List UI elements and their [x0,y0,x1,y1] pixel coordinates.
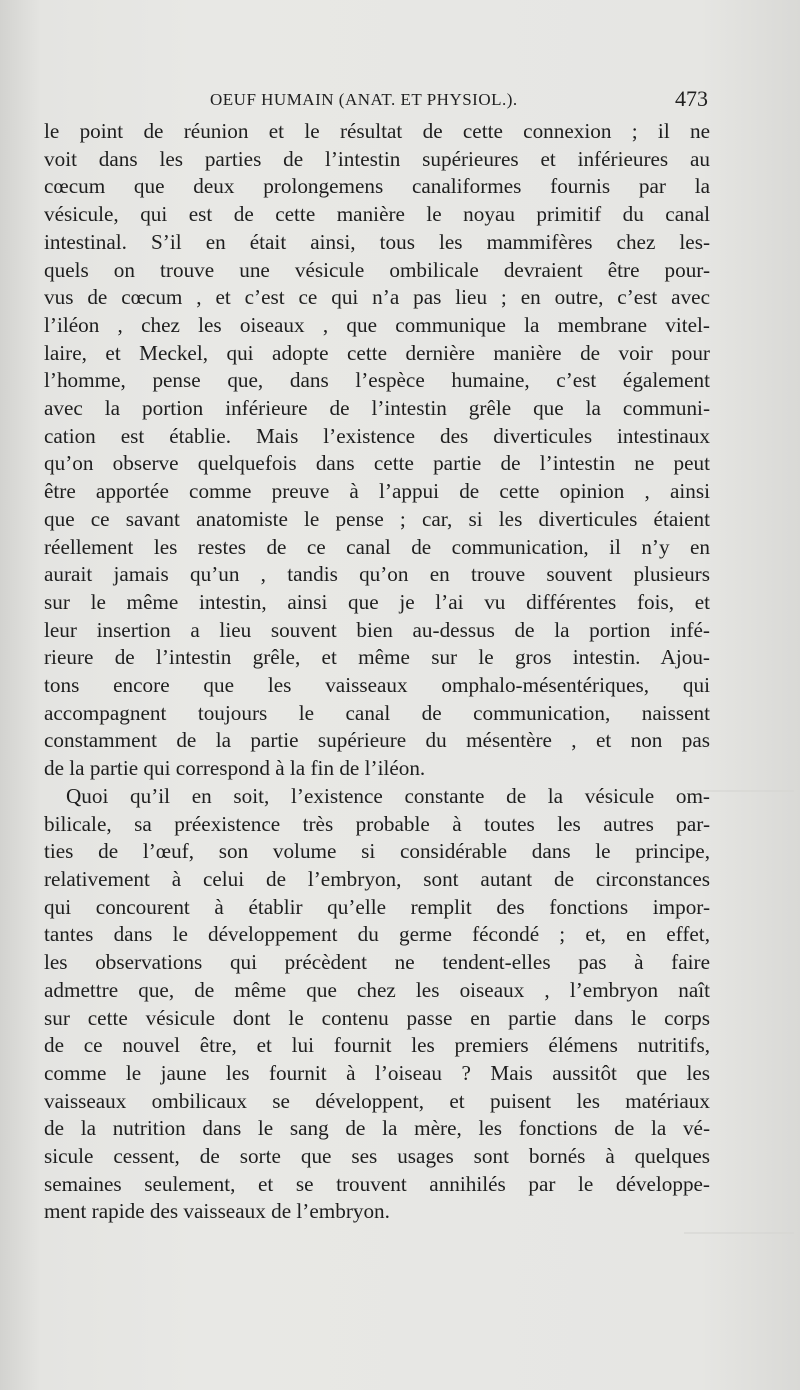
text-line: l’iléon , chez les oiseaux , que communique la membrane vitel- [44,312,710,337]
text-line: laire, et Meckel, qui adopte cette dernière manière de voir pour [44,340,710,365]
text-line: avec la portion inférieure de l’intestin grêle que la communi- [44,396,710,421]
text-line: qui concourent à établir qu’elle remplit des fonctions impor- [44,894,710,919]
text-line: sur cette vésicule dont le contenu passe en partie dans le corps [44,1005,710,1030]
text-line: aurait jamais qu’un , tandis qu’on en trouve souvent plusieurs [44,562,710,587]
text-line: de la partie qui correspond à la fin de l’iléon. [44,756,426,781]
text-line: intestinal. S’il en était ainsi, tous les mammifères chez les- [44,229,710,254]
text-line: vaisseaux ombilicaux se développent, et puisent les matériaux [44,1088,710,1113]
text-line: semaines seulement, et se trouvent annihilés par le développe- [44,1171,710,1196]
text-line: de ce nouvel être, et lui fournit les premiers élémens nutritifs, [44,1033,710,1058]
text-line: vésicule, qui est de cette manière le noyau primitif du canal [44,202,710,227]
text-line: sicule cessent, de sorte que ses usages sont bornés à quelques [44,1144,710,1169]
text-line: accompagnent toujours le canal de communication, naissent [44,700,710,725]
text-line: réellement les restes de ce canal de communication, il n’y en [44,534,710,559]
text-line: ment rapide des vaisseaux de l’embryon. [44,1199,390,1224]
body-text [44,118,710,1226]
text-line: comme le jaune les fournit à l’oiseau ? Mais aussitôt que les [44,1060,710,1085]
text-line: vus de cœcum , et c’est ce qui n’a pas lieu ; en outre, c’est avec [44,285,710,310]
text-line: quels on trouve une vésicule ombilicale devraient être pour- [44,257,710,282]
text-line: sur le même intestin, ainsi que je l’ai vu différentes fois, et [44,589,710,614]
text-line: cation est établie. Mais l’existence des diverticules intestinaux [44,423,710,448]
text-line: qu’on observe quelquefois dans cette partie de l’intestin ne peut [44,451,710,476]
text-line: être apportée comme preuve à l’appui de cette opinion , ainsi [44,479,710,504]
text-line: bilicale, sa préexistence très probable à toutes les autres par- [44,811,710,836]
paragraph [44,783,710,1226]
text-line: rieure de l’intestin grêle, et même sur le gros intestin. Ajou- [44,645,710,670]
text-line: admettre que, de même que chez les oiseaux , l’embryon naît [44,977,710,1002]
running-title: OEUF HUMAIN (ANAT. ET PHYSIOL.). [210,90,518,109]
text-line: Quoi qu’il en soit, l’existence constante de la vésicule om- [66,783,710,808]
text-line: de la nutrition dans le sang de la mère, les fonctions de la vé- [44,1116,710,1141]
text-line: cœcum que deux prolongemens canaliformes fournis par la [44,174,710,199]
text-line: que ce savant anatomiste le pense ; car, si les diverticules étaient [44,506,710,531]
text-line: le point de réunion et le résultat de cette connexion ; il ne [44,119,710,143]
text-line: ties de l’œuf, son volume si considérable dans le principe, [44,839,710,864]
text-line: voit dans les parties de l’intestin supérieures et inférieures au [44,146,710,171]
text-line: l’homme, pense que, dans l’espèce humaine, c’est également [44,368,710,393]
text-line: tantes dans le développement du germe fécondé ; et, en effet, [44,922,710,947]
text-line: relativement à celui de l’embryon, sont autant de circonstances [44,866,710,891]
show-through-mark [684,1232,794,1234]
page-header [40,86,708,116]
text-line: les observations qui précèdent ne tendent-elles pas à faire [44,950,710,975]
text-line: tons encore que les vaisseaux omphalo-mésentériques, qui [44,673,710,698]
text-line: leur insertion a lieu souvent bien au-dessus de la portion infé- [44,617,710,642]
page-number: 473 [675,86,708,111]
paragraph [44,118,710,783]
text-line: constamment de la partie supérieure du mésentère , et non pas [44,728,710,753]
